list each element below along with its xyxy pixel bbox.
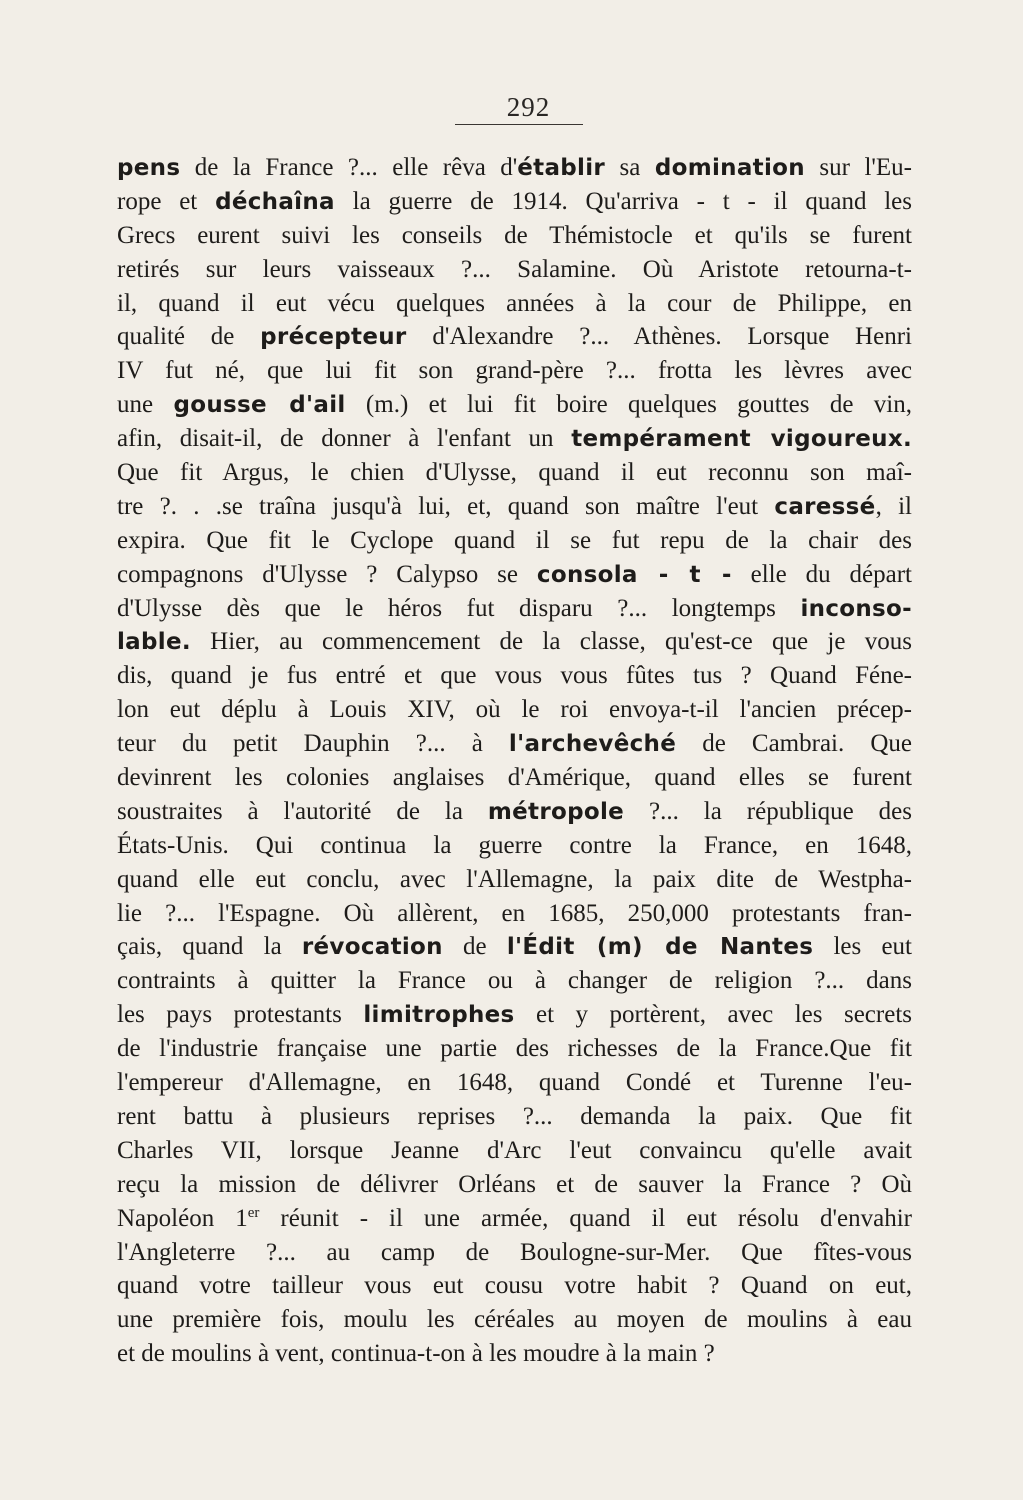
text-run: lon eut déplu à Louis XIV, où le roi envoya-t-il l'ancien précep- xyxy=(117,696,912,724)
text-line xyxy=(117,1100,912,1134)
text-line xyxy=(117,185,912,219)
text-line xyxy=(117,964,912,998)
text-line xyxy=(117,320,912,354)
text-run: Que fit Argus, le chien d'Ulysse, quand il eut reconnu son maî- xyxy=(117,459,912,487)
page-number: 292 xyxy=(506,92,551,122)
vocab-term: lable. xyxy=(117,629,191,656)
text-run: retirés sur leurs vaisseaux ?... Salamine. Où Aristote retourna-t- xyxy=(117,255,912,283)
body-text xyxy=(117,151,912,1371)
text-line xyxy=(117,219,912,253)
text-run: tre ?. . .se traîna jusqu'à lui, et, quand son maître l'eut xyxy=(117,492,775,520)
text-line xyxy=(117,1134,912,1168)
text-run: de Cambrai. Que xyxy=(676,730,912,758)
text-line xyxy=(117,151,912,185)
text-line xyxy=(117,829,912,863)
text-line xyxy=(117,287,912,321)
text-line xyxy=(117,558,912,592)
text-run: lie ?... l'Espagne. Où allèrent, en 1685, 250,000 protestants fran- xyxy=(117,899,912,927)
text-run: çais, quand la xyxy=(117,933,302,961)
text-line xyxy=(117,863,912,897)
text-run: une xyxy=(117,391,174,419)
text-run: de xyxy=(442,933,507,961)
text-run: d'Ulysse dès que le héros fut disparu ?... longtemps xyxy=(117,594,801,622)
text-line xyxy=(117,1032,912,1066)
text-run: les eut xyxy=(813,933,912,961)
vocab-term: établir xyxy=(517,155,606,181)
text-run: Hier, au commencement de la classe, qu'est-ce que je vous xyxy=(190,628,912,656)
text-run: une première fois, moulu les céréales au moyen de moulins à eau xyxy=(117,1306,912,1334)
text-line xyxy=(117,490,912,524)
text-run: sur l'Eu- xyxy=(804,154,912,181)
text-line xyxy=(117,761,912,795)
text-run: les pays protestants xyxy=(117,1001,364,1029)
vocab-term: consola - t - xyxy=(536,561,732,588)
vocab-term: caressé xyxy=(774,493,876,520)
superscript: er xyxy=(247,1204,260,1221)
text-run: IV fut né, que lui fit son grand-père ?... frotta les lèvres avec xyxy=(117,357,912,385)
text-run: l'Angleterre ?... au camp de Boulogne-sur-Mer. Que fîtes-vous xyxy=(117,1238,912,1266)
text-run: ?... la république des xyxy=(624,797,912,825)
header-rule xyxy=(455,124,583,125)
vocab-term: déchaîna xyxy=(215,188,335,215)
text-run: soustraites à l'autorité de la xyxy=(117,797,488,825)
text-line xyxy=(117,625,912,659)
text-run: d'Alexandre ?... Athènes. Lorsque Henri xyxy=(406,323,912,351)
text-run: et de moulins à vent, continua-t-on à les moudre à la main ? xyxy=(117,1340,715,1368)
text-line xyxy=(117,659,912,693)
text-line xyxy=(117,456,912,490)
text-run: Napoléon 1 xyxy=(117,1204,248,1232)
text-run: , il xyxy=(875,492,912,520)
vocab-term: limitrophes xyxy=(363,1002,515,1029)
text-run: devinrent les colonies anglaises d'Amérique, quand elles se furent xyxy=(117,764,912,792)
text-line xyxy=(117,897,912,931)
text-line xyxy=(117,1066,912,1100)
text-run: afin, disait-il, de donner à l'enfant un xyxy=(117,425,572,453)
vocab-term: inconso- xyxy=(800,595,912,622)
text-line xyxy=(117,1337,912,1371)
text-run: de la France ?... elle rêva d' xyxy=(180,154,518,181)
text-run: rent battu à plusieurs reprises ?... demanda la paix. Que fit xyxy=(117,1102,912,1130)
text-line xyxy=(117,795,912,829)
text-run: rope et xyxy=(117,187,216,215)
text-run: sa xyxy=(605,154,655,181)
text-line xyxy=(117,422,912,456)
vocab-term: précepteur xyxy=(260,324,407,351)
text-line xyxy=(117,727,912,761)
text-run: Grecs eurent suivi les conseils de Thémistocle et qu'ils se furent xyxy=(117,221,912,249)
text-line xyxy=(117,1269,912,1303)
text-line xyxy=(117,524,912,558)
text-run: reçu la mission de délivrer Orléans et de sauver la France ? Où xyxy=(117,1170,912,1198)
vocab-term: domination xyxy=(654,155,805,181)
text-line xyxy=(117,693,912,727)
text-run: teur du petit Dauphin ?... à xyxy=(117,730,509,758)
vocab-term: métropole xyxy=(487,798,625,825)
vocab-term: l'archevêché xyxy=(508,731,677,758)
text-line xyxy=(117,1168,912,1202)
text-line xyxy=(117,930,912,964)
text-line xyxy=(117,1202,912,1236)
text-line xyxy=(117,998,912,1032)
text-run: de l'industrie française une partie des richesses de la France.Que fit xyxy=(117,1035,912,1063)
text-line xyxy=(117,253,912,287)
text-run: qualité de xyxy=(117,323,261,351)
text-line xyxy=(117,1236,912,1270)
text-run: expira. Que fit le Cyclope quand il se fut repu de la chair des xyxy=(117,526,912,554)
text-run: (m.) et lui fit boire quelques gouttes de vin, xyxy=(345,391,912,419)
vocab-term: pens xyxy=(117,155,181,181)
vocab-term: l'Édit (m) de Nantes xyxy=(506,934,814,961)
text-line xyxy=(117,1303,912,1337)
vocab-term: gousse d'ail xyxy=(173,392,346,419)
text-run: réunit - il une armée, quand il eut résolu d'envahir xyxy=(259,1204,912,1232)
text-run: l'empereur d'Allemagne, en 1648, quand Condé et Turenne l'eu- xyxy=(117,1069,912,1097)
text-line xyxy=(117,354,912,388)
text-run: Charles VII, lorsque Jeanne d'Arc l'eut convaincu qu'elle avait xyxy=(117,1136,912,1164)
text-run: quand elle eut conclu, avec l'Allemagne, la paix dite de Westpha- xyxy=(117,865,912,893)
text-line xyxy=(117,592,912,626)
text-line xyxy=(117,388,912,422)
vocab-term: révocation xyxy=(301,934,443,961)
text-run: et y portèrent, avec les secrets xyxy=(514,1001,912,1029)
text-run: États-Unis. Qui continua la guerre contre la France, en 1648, xyxy=(117,831,912,859)
text-run: quand votre tailleur vous eut cousu votre habit ? Quand on eut, xyxy=(117,1272,912,1300)
text-run: contraints à quitter la France ou à changer de religion ?... dans xyxy=(117,967,912,995)
text-run: elle du départ xyxy=(731,560,912,588)
text-run: dis, quand je fus entré et que vous vous fûtes tus ? Quand Féne- xyxy=(117,662,912,690)
text-run: la guerre de 1914. Qu'arriva - t - il quand les xyxy=(334,187,912,215)
vocab-term: tempérament vigoureux. xyxy=(571,426,912,453)
text-run: compagnons d'Ulysse ? Calypso se xyxy=(117,560,537,588)
text-run: il, quand il eut vécu quelques années à la cour de Philippe, en xyxy=(117,289,912,317)
